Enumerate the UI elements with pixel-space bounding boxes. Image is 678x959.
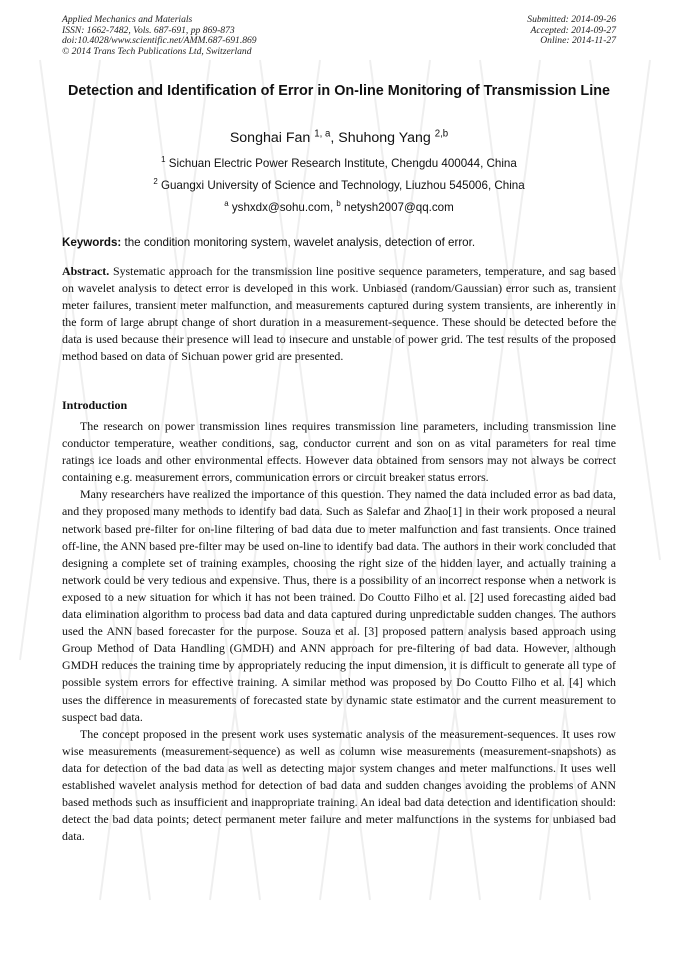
- abstract-text: Systematic approach for the transmission line positive sequence parameters, temperature, and sag based on wavelet analysis to detect error is developed in this work. Unbiased (random/Gaussian) error such as, transient meter failures, transient meter malfunction, and measurements captured during system transients, are inherently in the form of large abrupt change of short duration in a measurement-sequence. These should be detected before the data is used because their presence will lead to insecure and unstable of power grid. The test results of the proposed method based on data of Sichuan power grid are presented.: [62, 264, 619, 364]
- affiliation-2: [62, 179, 616, 192]
- email-b[interactable]: netysh2007@qq.com: [344, 201, 454, 214]
- journal-header-left: [62, 15, 257, 57]
- author-line: [62, 130, 616, 146]
- affiliation-1-text: Sichuan Electric Power Research Institute, Chengdu 400044, China: [168, 157, 517, 170]
- section-heading-introduction: Introduction: [62, 398, 128, 412]
- author-separator: ,: [330, 130, 339, 146]
- email-b-mark: b: [336, 199, 341, 209]
- author-1-affiliation: 1, a: [314, 128, 331, 140]
- abstract-label: Abstract.: [62, 264, 110, 278]
- introduction-body: [62, 418, 616, 845]
- author-2: Shuhong Yang: [338, 130, 431, 146]
- keywords-label: Keywords:: [62, 236, 122, 249]
- accepted-date: Accepted: 2014-09-27: [530, 24, 616, 36]
- abstract: [62, 263, 619, 366]
- affiliation-2-number: 2: [153, 177, 158, 187]
- affiliation-2-text: Guangxi University of Science and Technology, Liuzhou 545006, China: [160, 179, 525, 192]
- intro-paragraph-1: The research on power transmission lines requires transmission line parameters, including transmission line conductor temperature, weather conditions, sag, conductor current and son on as vital parameters for real time ratings ice loads and other environmental effects. However data obtained from sensors may not always be correct containing e.g. measurement errors, communication errors or circuit breaker status errors.: [62, 419, 616, 485]
- affiliation-1-number: 1: [161, 155, 166, 165]
- author-1: Songhai Fan: [229, 130, 311, 146]
- journal-header-right: [527, 15, 616, 47]
- email-a-mark: a: [224, 199, 229, 209]
- journal-name: Applied Mechanics and Materials: [62, 14, 193, 25]
- paper-title: Detection and Identification of Error in On-line Monitoring of Transmission Line: [67, 83, 611, 99]
- doi-line[interactable]: doi:10.4028/www.scientific.net/AMM.687-691.869: [62, 35, 257, 47]
- intro-paragraph-3: The concept proposed in the present work uses systematic analysis of the measurement-sequences. It uses row wise measurements (measurement-sequence) as well as column wise measurements (measurement-snapshots) as data for detection of the bad data as well as detecting major system changes and meter malfunctions. It uses well established wavelet analysis method for detection of bad data and sudden changes avoiding the problems of ANN based methods such as insufficient and inappropriate training. An ideal bad data detection and identification should: detect the bad data points; detect permanent meter failure and meter malfunctions in the systems for unbiased bad data.: [62, 726, 616, 844]
- keywords-text: the condition monitoring system, wavelet analysis, detection of error.: [121, 236, 476, 249]
- author-2-affiliation: 2,b: [434, 128, 449, 140]
- email-line: [62, 201, 616, 214]
- keywords: [62, 236, 616, 249]
- submitted-date: Submitted: 2014-09-26: [527, 14, 616, 25]
- issn-line[interactable]: ISSN: 1662-7482, Vols. 687-691, pp 869-873: [62, 24, 235, 36]
- email-a[interactable]: yshxdx@sohu.com,: [231, 201, 337, 214]
- copyright-line: © 2014 Trans Tech Publications Ltd, Switzerland: [62, 45, 252, 57]
- intro-paragraph-2: Many researchers have realized the importance of this question. They named the data included error as bad data, and they proposed many methods to identify bad data. Such as Salefar and Zhao[1] in their work proposed a neural network based pre-filter for on-line filtering of bad data due to meter malfunction and fast transients. Once trained off-line, the ANN based pre-filter may be used on-line to identify bad data. The authors in their work concluded that designing a complete set of training examples, choosing the right size of the hidden layer, and actually training a network could be very tedious and expensive. Thus, there is a possibility of an incorrect response when a network is exposed to a new situation for which it has not been trained. Do Coutto Filho et al. [2] used forecasting aided bad data elimination algorithm to process bad data and data captured during unpredictable sudden changes. The authors used the ANN based forecaster for the purpose. Souza et al. [3] proposed pattern analysis based approach using Group Method of Data Handling (GMDH) and ANN approach for pre-filtering of bad data. However, although GMDH reduces the training time by appropriately reducing the input dimension, it is difficult to generate all type of possible system errors for effective training. A similar method was proposed by Do Coutto Filho et al. [4] which uses the difference in measurements of forecasted state by dynamic state estimator and the current measurement to suspect bad data.: [62, 487, 616, 724]
- affiliation-1: [62, 157, 616, 170]
- online-date: Online: 2014-11-27: [540, 35, 616, 47]
